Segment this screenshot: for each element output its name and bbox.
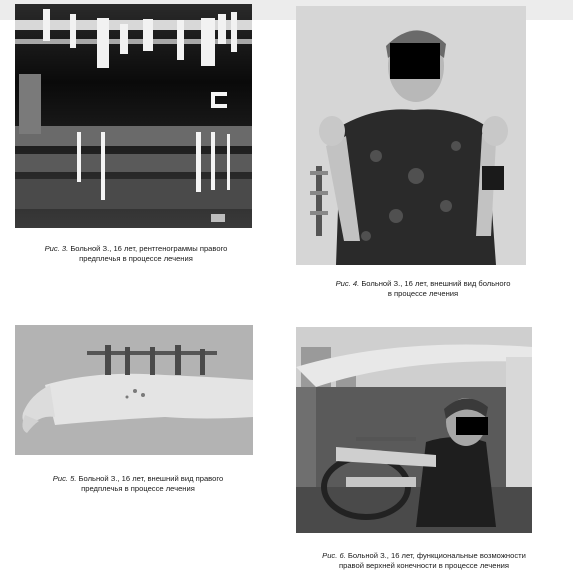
figure-3-caption — [12, 244, 260, 263]
figure-6-patient-in-car-photo — [296, 327, 532, 533]
figure-4-patient-photo — [296, 6, 526, 265]
figure-6-caption-line2: правой верхней конечности в процессе лечения — [339, 560, 509, 570]
figure-6-label: Рис. 6. — [322, 551, 346, 560]
figure-3-caption-line2: предплечья в процессе лечения — [79, 253, 193, 263]
figure-3-caption-line1: Больной З., 16 лет, рентгенограммы правого — [68, 244, 228, 253]
figure-4-caption — [295, 279, 551, 298]
figure-5-caption — [12, 474, 264, 493]
figure-4-caption-line1: Больной З., 16 лет, внешний вид больного — [359, 279, 511, 288]
figure-6-caption — [282, 551, 566, 570]
figure-5-caption-line1: Больной З., 16 лет, внешний вид правого — [76, 474, 224, 483]
figure-3-label: Рис. 3. — [44, 244, 69, 253]
figure-5-label: Рис. 5. — [52, 474, 77, 483]
figure-6-caption-line1: Больной З., 16 лет, функциональные возможности — [345, 551, 526, 560]
figure-5-forearm-photo — [15, 325, 253, 455]
figure-5-caption-line2: предплечья в процессе лечения — [81, 483, 195, 493]
figure-3-xray-image — [15, 4, 252, 228]
figure-4-label: Рис. 4. — [335, 279, 360, 288]
figure-4-caption-line2: в процессе лечения — [387, 288, 459, 298]
